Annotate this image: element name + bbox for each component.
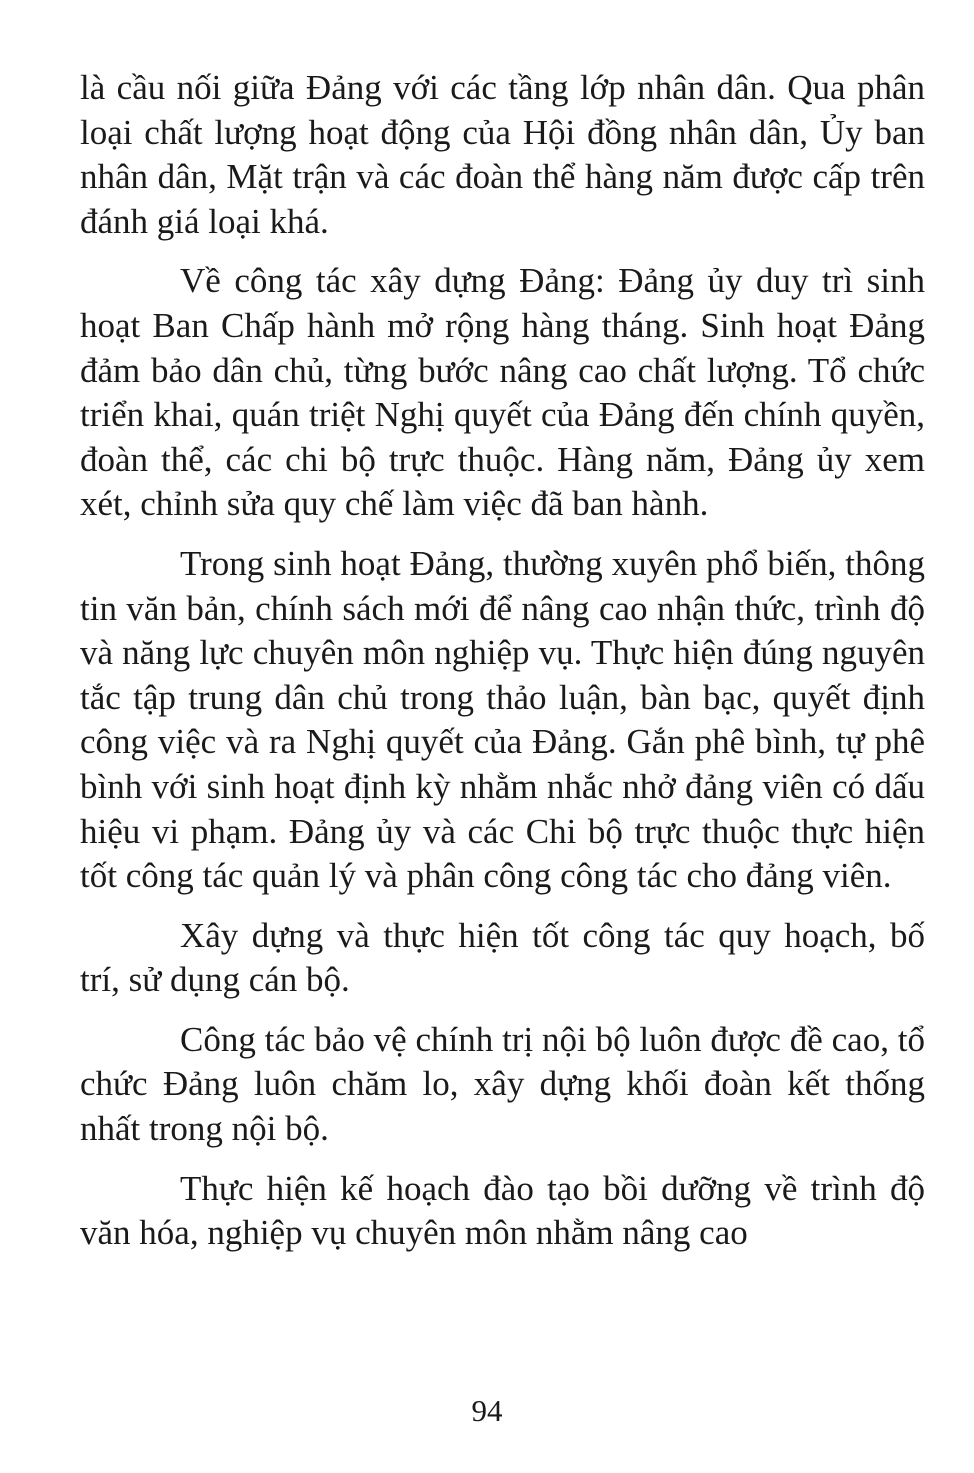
paragraph-internal-protection: Công tác bảo vệ chính trị nội bộ luôn được đề cao, tổ chức Đảng luôn chăm lo, xây dựng khối đoàn kết thống nhất trong nội bộ. — [80, 1019, 925, 1149]
paragraph-cadre-planning: Xây dựng và thực hiện tốt công tác quy hoạch, bố trí, sử dụng cán bộ. — [80, 915, 925, 1000]
paragraph-party-activities: Trong sinh hoạt Đảng, thường xuyên phổ biến, thông tin văn bản, chính sách mới để nâng cao nhận thức, trình độ và năng lực chuyên môn nghiệp vụ. Thực hiện đúng nguyên tắc tập trung dân chủ trong thảo luận, bàn bạc, quyết định công việc và ra Nghị quyết của Đảng. Gắn phê bình, tự phê bình với sinh hoạt định kỳ nhằm nhắc nhở đảng viên có dấu hiệu vi phạm. Đảng ủy và các Chi bộ trực thuộc thực hiện tốt công tác quản lý và phân công công tác cho đảng viên. — [80, 543, 925, 896]
page-number: 94 — [471, 1393, 503, 1428]
paragraph-party-building: Về công tác xây dựng Đảng: Đảng ủy duy trì sinh hoạt Ban Chấp hành mở rộng hàng tháng. Sinh hoạt Đảng đảm bảo dân chủ, từng bước nâng cao chất lượng. Tổ chức triển khai, quán triệt Nghị quyết của Đảng đến chính quyền, đoàn thể, các chi bộ trực thuộc. Hàng năm, Đảng ủy xem xét, chỉnh sửa quy chế làm việc đã ban hành. — [80, 261, 925, 524]
page-body — [80, 66, 925, 1256]
paragraph-continuation: là cầu nối giữa Đảng với các tầng lớp nhân dân. Qua phân loại chất lượng hoạt động của Hội đồng nhân dân, Ủy ban nhân dân, Mặt trận và các đoàn thể hàng năm được cấp trên đánh giá loại khá. — [80, 68, 925, 241]
paragraph-training-plan: Thực hiện kế hoạch đào tạo bồi dưỡng về trình độ văn hóa, nghiệp vụ chuyên môn nhằm nâng cao — [80, 1168, 925, 1253]
